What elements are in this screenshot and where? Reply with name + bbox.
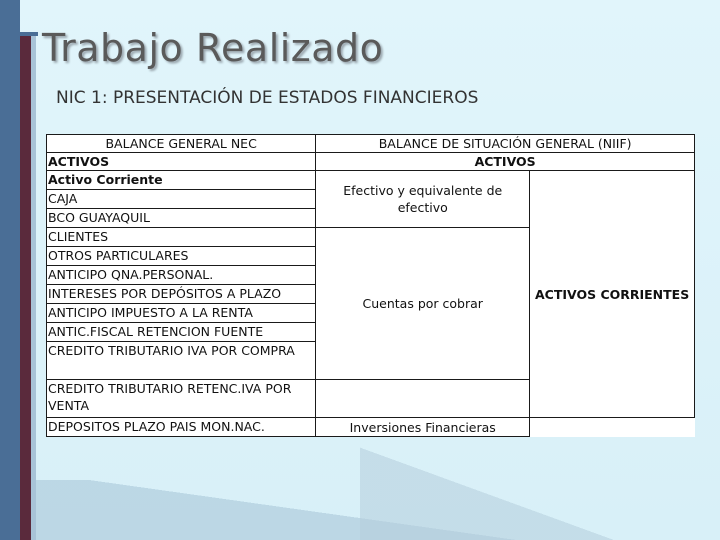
left-row-anticipo-impuesto: ANTICIPO IMPUESTO A LA RENTA	[47, 304, 316, 323]
left-row-clientes: CLIENTES	[47, 228, 316, 247]
bar-top-cap	[20, 32, 38, 36]
left-row-depositos-plazo: DEPOSITOS PLAZO PAIS MON.NAC.	[47, 418, 316, 437]
left-row-antic-fiscal: ANTIC.FISCAL RETENCION FUENTE	[47, 323, 316, 342]
niif-group-cuentas-por-cobrar: Cuentas por cobrar	[316, 228, 530, 380]
niif-group-inversiones: Inversiones Financieras	[316, 418, 530, 437]
left-row-intereses-depositos: INTERESES POR DEPÓSITOS A PLAZO	[47, 285, 316, 304]
slide-subtitle: NIC 1: PRESENTACIÓN DE ESTADOS FINANCIEROS	[56, 88, 479, 108]
left-header: BALANCE GENERAL NEC	[47, 135, 316, 153]
niif-category-activos-corrientes: ACTIVOS CORRIENTES	[530, 171, 695, 418]
left-row-caja: CAJA	[47, 190, 316, 209]
niif-blank-cell	[316, 380, 530, 418]
left-row-credito-iva-compra: CREDITO TRIBUTARIO IVA POR COMPRA	[47, 342, 316, 380]
left-light-bar	[31, 32, 36, 540]
balance-comparison-table	[46, 134, 695, 437]
left-row-otros-particulares: OTROS PARTICULARES	[47, 247, 316, 266]
left-row-activos: ACTIVOS	[47, 153, 316, 171]
slide-title: Trabajo Realizado	[42, 26, 384, 70]
niif-group-efectivo: Efectivo y equivalente de efectivo	[316, 171, 530, 228]
left-row-activo-corriente: Activo Corriente	[47, 171, 316, 190]
left-maroon-bar	[20, 32, 31, 540]
corner-decoration-accent	[360, 440, 720, 540]
left-accent-bar	[0, 0, 20, 540]
right-header: BALANCE DE SITUACIÓN GENERAL (NIIF)	[316, 135, 695, 153]
left-row-credito-retenc-iva-venta: CREDITO TRIBUTARIO RETENC.IVA POR VENTA	[47, 380, 316, 418]
left-row-bco-guayaquil: BCO GUAYAQUIL	[47, 209, 316, 228]
right-activos-label: ACTIVOS	[316, 153, 695, 171]
left-row-anticipo-qna: ANTICIPO QNA.PERSONAL.	[47, 266, 316, 285]
